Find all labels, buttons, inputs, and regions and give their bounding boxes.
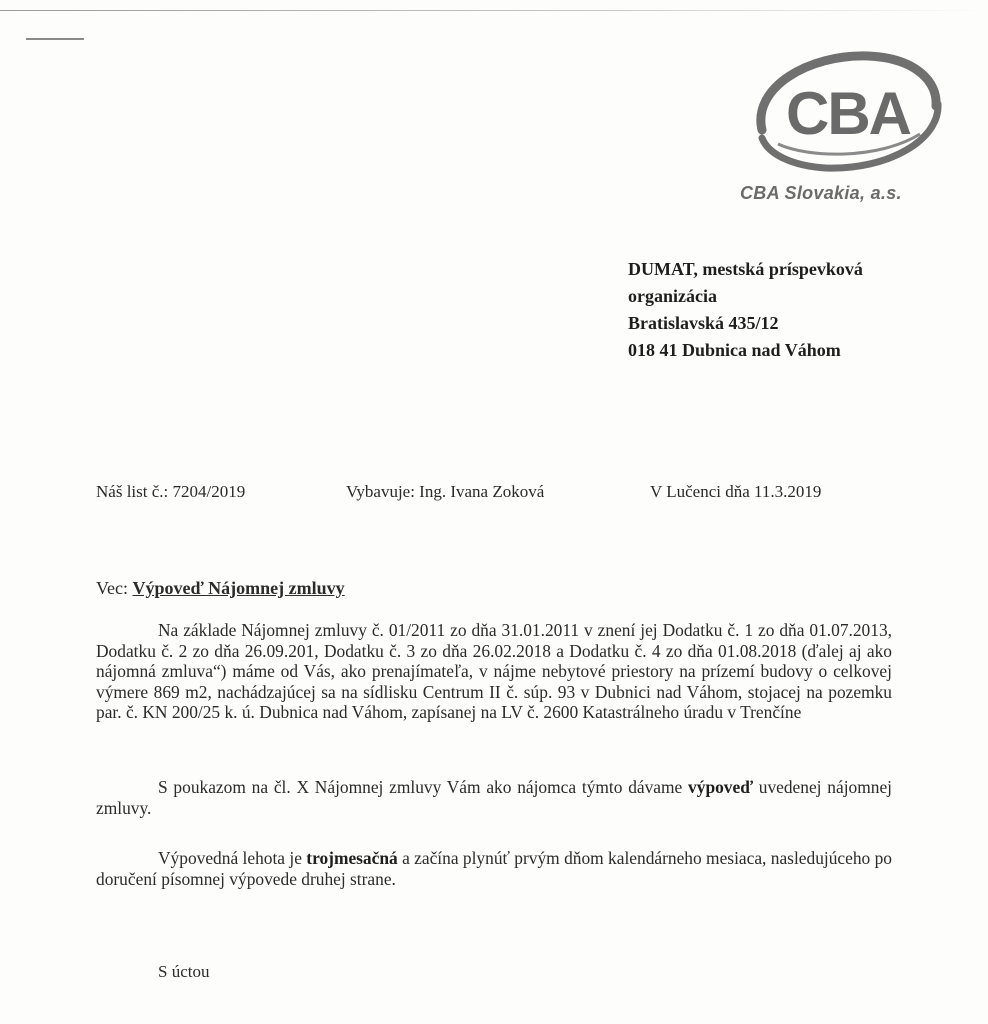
company-name: CBA Slovakia, a.s. (740, 183, 902, 203)
body-paragraph-2 (96, 777, 892, 818)
subject-title: Výpoveď Nájomnej zmluvy (132, 578, 345, 598)
closing-salutation: S úctou (158, 962, 210, 981)
subject-line (96, 578, 345, 599)
handled-by: Vybavuje: Ing. Ivana Zoková (346, 482, 545, 501)
paragraph-text: S poukazom na čl. X Nájomnej zmluvy Vám ako nájomca týmto dávame (158, 777, 689, 797)
subject-label: Vec: (96, 578, 128, 598)
paragraph-text: Výpovedná lehota je (158, 848, 307, 868)
body-paragraph-1 (96, 620, 892, 723)
paragraph-text: Na základe Nájomnej zmluvy č. 01/2011 zo dňa 31.01.2011 v znení jej Dodatku č. 1 zo dňa 01.07.2013, Dodatku č. 2 zo dňa 26.09.201, Dodatku č. 3 zo dňa 26.02.2018 a Dodatku č. 4 zo dňa 01.08.2018 (ďalej aj ako nájomná zmluva“) máme od Vás, ako prenajímateľa, v nájme nebytové priestory na prízemí budovy o celkovej výmere 869 m2, nachádzajúcej sa na sídlisku Centrum II č. súp. 93 v Dubnici nad Váhom, stojacej na pozemku par. č. KN 200/25 k. ú. Dubnica nad Váhom, zapísanej na LV č. 2600 Katastrálneho úradu v Trenčíne (96, 620, 892, 723)
our-letter-number: Náš list č.: 7204/2019 (96, 482, 246, 501)
recipient-line: organizácia (628, 286, 717, 306)
paragraph-text: uvedenej nájomnej zmluvy. (96, 777, 892, 818)
recipient-line: 018 41 Dubnica nad Váhom (628, 340, 841, 360)
recipient-line: DUMAT, mestská príspevková (628, 259, 863, 279)
recipient-address (628, 256, 863, 364)
scan-mark (26, 38, 84, 40)
scan-edge-line (0, 10, 988, 11)
recipient-line: Bratislavská 435/12 (628, 313, 779, 333)
place-date: V Lučenci dňa 11.3.2019 (650, 482, 822, 501)
logo-text: CBA (786, 80, 910, 147)
emphasis-text: trojmesačná (306, 848, 398, 868)
body-paragraph-3 (96, 848, 892, 889)
emphasis-text: výpoveď (688, 777, 753, 797)
cba-logo (748, 48, 948, 178)
paragraph-text: a začína plynúť prvým dňom kalendárneho mesiaca, nasledujúceho po doručení písomnej výpovede druhej strane. (96, 848, 892, 889)
